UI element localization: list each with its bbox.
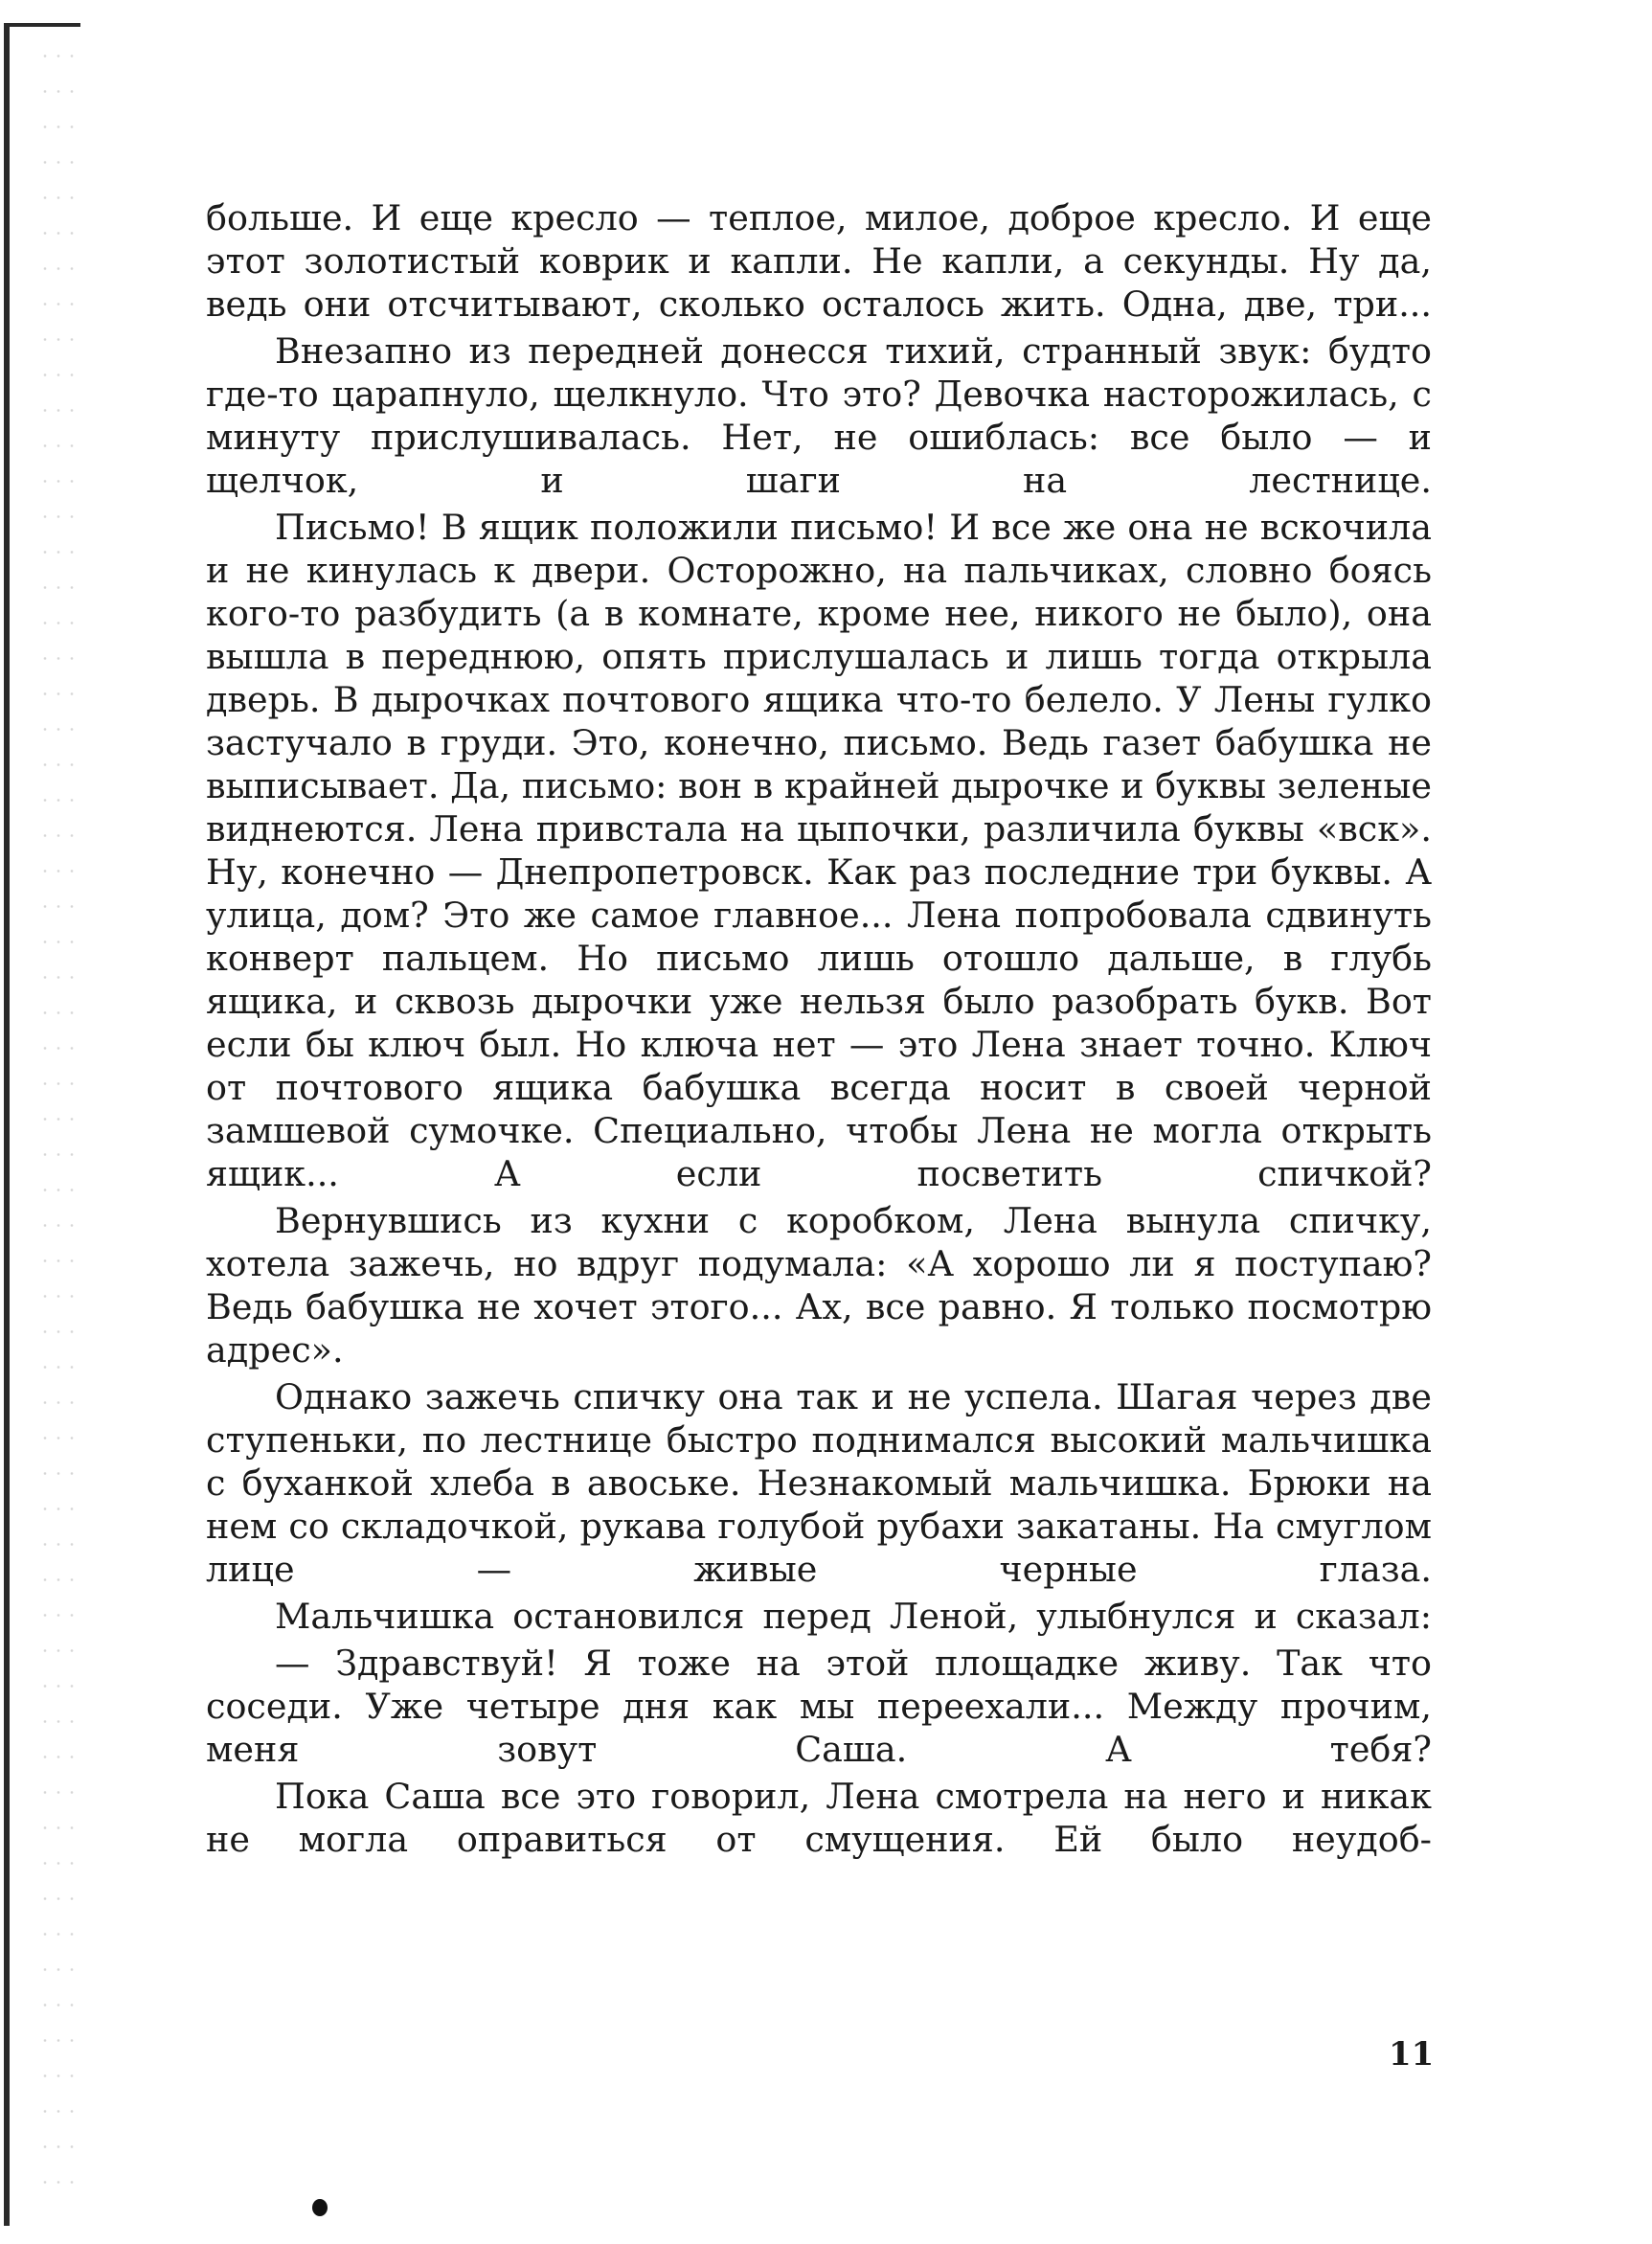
paragraph-1: больше. И еще кресло — теплое, милое, доброе кресло. И еще этот золотистый коврик и капли. Не капли, а секунды. Ну да, ведь они отсчитывают, сколько осталось жить. Одна, две, три... <box>206 197 1432 325</box>
paragraph-6: Мальчишка остановился перед Леной, улыбнулся и сказал: <box>275 1596 1432 1637</box>
paragraph-3: Письмо! В ящик положили письмо! И все же она не вскочила и не кинулась к двери. Осторожно, на пальчиках, словно боясь кого-то разбудить (а в комнате, кроме нее, никого не было), она вышла в переднюю, опять прислушалась и лишь тогда открыла дверь. В дырочках почтового ящика что-то белело. У Лены гулко застучало в груди. Это, конечно, письмо. Ведь газет бабушка не выписывает. Да, письмо: вон в крайней дырочке и буквы зеленые виднеются. Лена привстала на цыпочки, различила буквы «вск». Ну, конечно — Днепропетровск. Как раз последние три буквы. А улица, дом? Это же самое главное... Лена попробовала сдвинуть конверт пальцем. Но письмо лишь отошло дальше, в глубь ящика, и сквозь дырочки уже нельзя было разобрать букв. Вот если бы ключ был. Но ключа нет — это Лена знает точно. Ключ от почтового ящика бабушка всегда носит в своей черной замшевой сумочке. Специально, чтобы Лена не могла открыть ящик... А если посветить спичкой? <box>206 507 1432 1194</box>
paragraph-8: Пока Саша все это говорил, Лена смотрела на него и никак не могла оправиться от смущения. Ей было неудоб- <box>206 1776 1432 1860</box>
paragraph-5: Однако зажечь спичку она так и не успела. Шагая через две ступеньки, по лестнице быстро поднимался высокий мальчишка с буханкой хлеба в авоське. Незнакомый мальчишка. Брюки на нем со складочкой, рукава голубой рубахи закатаны. На смуглом лице — живые черные глаза. <box>206 1376 1432 1590</box>
body-text <box>206 196 1432 1865</box>
paragraph-7: — Здравствуй! Я тоже на этой площадке живу. Так что соседи. Уже четыре дня как мы переехали... Между прочим, меня зовут Саша. А тебя? <box>206 1643 1432 1770</box>
scan-speckle-texture <box>38 38 77 2203</box>
page-binding-tick <box>4 23 80 27</box>
page-number: 11 <box>1389 2035 1435 2074</box>
ink-blot <box>312 2199 328 2216</box>
paragraph-2: Внезапно из передней донесся тихий, странный звук: будто где-то царапнуло, щелкнуло. Что это? Девочка насторожилась, с минуту прислушивалась. Нет, не ошиблась: все было — и щелчок, и шаги на лестнице. <box>206 330 1432 501</box>
paragraph-4: Вернувшись из кухни с коробком, Лена вынула спичку, хотела зажечь, но вдруг подумала: «А хорошо ли я поступаю? Ведь бабушка не хочет этого... Ах, все равно. Я только посмотрю адрес». <box>206 1200 1432 1371</box>
page-binding-edge <box>4 23 10 2226</box>
